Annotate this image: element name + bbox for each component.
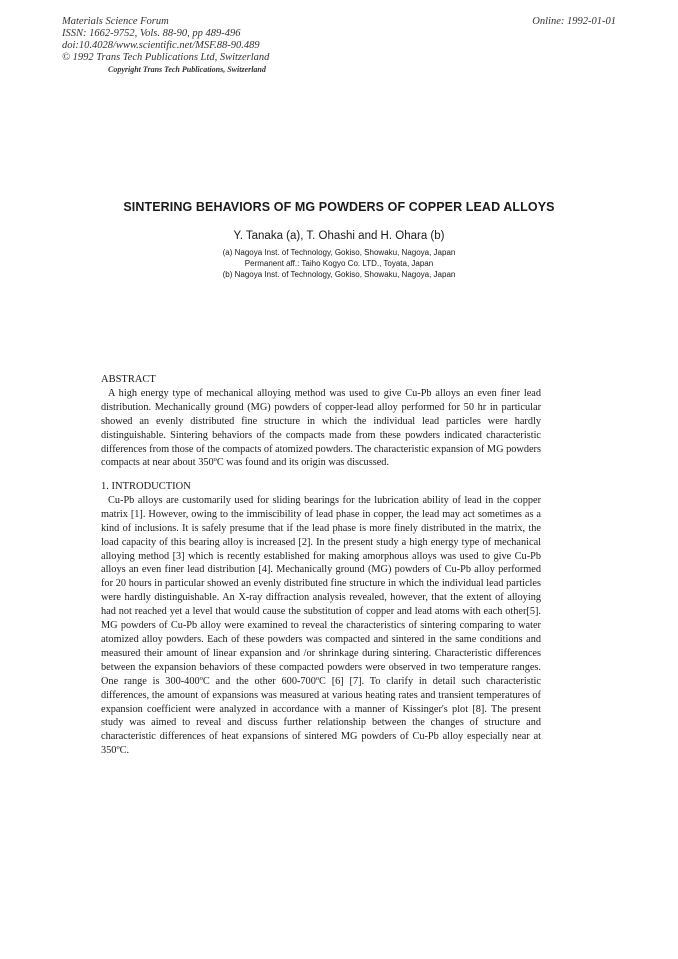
- affiliation-b: (b) Nagoya Inst. of Technology, Gokiso, Showaku, Nagoya, Japan: [222, 270, 456, 279]
- doi-line: doi:10.4028/www.scientific.net/MSF.88-90.489: [62, 40, 260, 51]
- abstract-section: [101, 373, 541, 470]
- abstract-heading: ABSTRACT: [101, 374, 156, 385]
- journal-name: Materials Science Forum: [62, 16, 169, 27]
- copyright-small: Copyright Trans Tech Publications, Switzerland: [108, 65, 266, 74]
- introduction-text: Cu-Pb alloys are customarily used for sliding bearings for the lubrication ability of lead in the copper matrix [1]. However, owing to the immiscibility of lead phase in copper, the lead may act sometimes as a kind of inclusions. It is safely presume that if the lead phase is more finely distributed in the matrix, the load capacity of this bearing alloy is increased [2]. In the present study a high energy type of mechanical alloying method [3] which is recently established for making amorphous alloys was used to give Cu-Pb alloys an even finer lead distribution [4]. Mechanically ground (MG) powders of Cu-Pb alloy performed for 20 hours in particular showed an evenly distributed fine structure in which the individual lead particles were hardly distinguishable. An X-ray diffraction analysis revealed, however, that the extent of alloying had not reached yet a level that would cause the substitution of copper and lead atoms with each other[5]. MG powders of Cu-Pb alloy were examined to reveal the characteristics of sintering comparing to water atomized alloy powders. Each of these powders was compacted and sintered in the same conditions and measured their amount of linear expansion and /or shrinkage during sintering. Characteristic differences between the expansion behaviors of these compacted powders were observed in two temperature ranges. One range is 300-400ºC and the other 600-700ºC [6] [7]. To clarify in detail such characteristic differences, the amount of expansions was measured at various heating rates and transient temperatures of expansion coefficient were analyzed in accordance with a manner of Kissinger's plot [8]. The present study was aimed to reveal and discuss further relationship between the changes of structure and characteristic differences of heat expansions of sintered MG powders of Cu-Pb alloy especially near at 350ºC.: [101, 494, 541, 757]
- online-date: Online: 1992-01-01: [532, 16, 616, 27]
- paper-title: SINTERING BEHAVIORS OF MG POWDERS OF COPPER LEAD ALLOYS: [123, 200, 555, 214]
- citation-header: [62, 16, 269, 76]
- introduction-heading: 1. INTRODUCTION: [101, 481, 191, 492]
- introduction-section: [101, 480, 541, 758]
- author-list: Y. Tanaka (a), T. Ohashi and H. Ohara (b): [233, 230, 445, 242]
- affiliation-permanent: Permanent aff.: Taiho Kogyo Co. LTD., Toyata, Japan: [244, 259, 434, 268]
- affiliation-a: (a) Nagoya Inst. of Technology, Gokiso, Showaku, Nagoya, Japan: [222, 248, 456, 257]
- issn-line: ISSN: 1662-9752, Vols. 88-90, pp 489-496: [62, 28, 241, 39]
- abstract-text: A high energy type of mechanical alloying method was used to give Cu-Pb alloys an even finer lead distribution. Mechanically ground (MG) powders of copper-lead alloy performed for 50 hr in particular showed an evenly distributed fine structure in which the individual lead particles were hardly distinguishable. Sintering behaviors of the compacts made from these powders indicated characteristic differences from those of the compacts of atomized powders. The characteristic expansion of MG powders compacts at near about 350ºC was found and its origin was discussed.: [101, 387, 541, 469]
- copyright-line: © 1992 Trans Tech Publications Ltd, Switzerland: [62, 52, 270, 63]
- affiliations: [0, 247, 678, 280]
